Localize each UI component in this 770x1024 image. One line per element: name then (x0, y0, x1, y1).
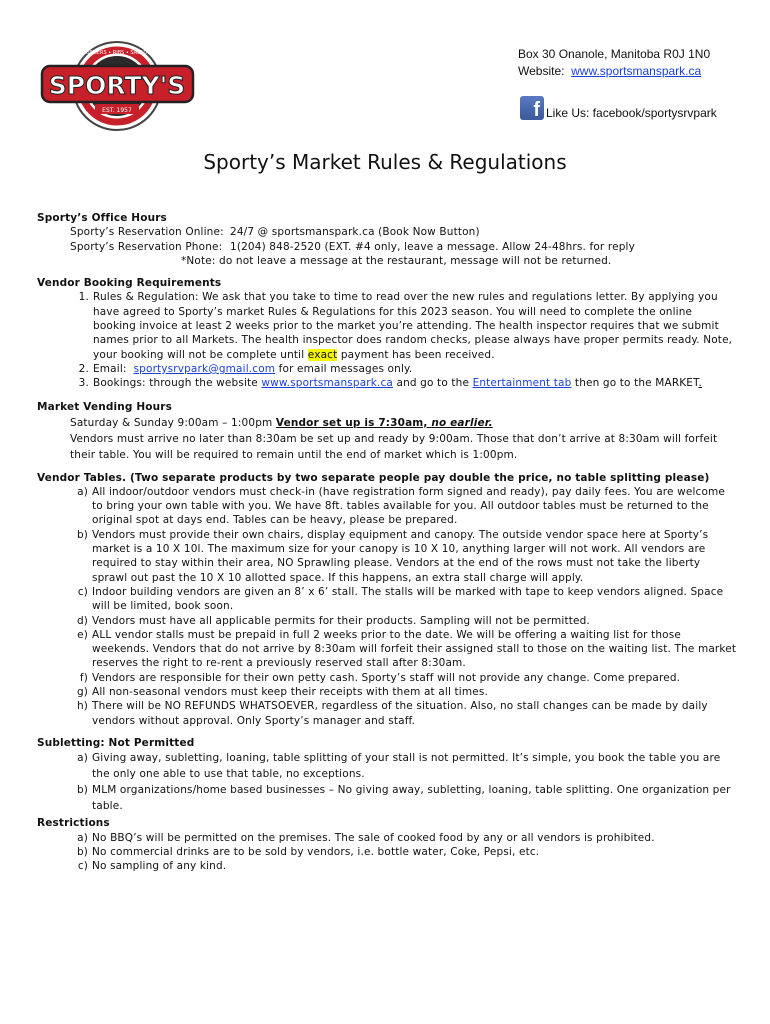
phone-row (37, 240, 737, 254)
website-line (518, 63, 710, 80)
list-item (37, 845, 737, 859)
item-text: No commercial drinks are to be sold by vendors, i.e. bottle water, Coke, Pepsi, etc. (92, 845, 540, 858)
item-number: 3. (78, 377, 89, 390)
section-heading: Subletting: Not Permitted (37, 736, 195, 749)
list-item (37, 290, 737, 361)
section-office-hours (37, 211, 737, 268)
item-text: Giving away, subletting, loaning, table splitting of your stall is not permitted. It’s simple, you book the table you are the only one able to use that table, no exceptions. (92, 752, 721, 781)
item-letter: b) (76, 845, 88, 858)
list-item (37, 750, 737, 782)
vending-line-1: Saturday & Sunday 9:00am – 1:00pm Vendor set up is 7:30am, no earlier. (70, 416, 493, 429)
list-item (37, 376, 737, 390)
section-vending-hours (37, 399, 737, 463)
item-text: There will be NO REFUNDS WHATSOEVER, regardless of the situation. Also, no stall changes can be made by daily vendors without approval. Only Sporty’s manager and staff. (92, 700, 708, 727)
website-link-inline[interactable]: www.sportsmanspark.ca (261, 377, 393, 390)
entertainment-tab-link[interactable]: Entertainment tab (472, 377, 572, 390)
item-text: Indoor building vendors are given an 8’ x 6’ stall. The stalls will be marked with tape to keep vendors aligned. Space will be limited, book soon. (92, 585, 724, 613)
item-number: 1. (78, 291, 89, 304)
item-letter: f) (79, 671, 88, 684)
item-text: Vendors must provide their own chairs, display equipment and canopy. The outside vendor space here at Sporty’s market is a 10 X 10l. The maximum size for your canopy is 10 X 10, anything larger will not work. All vendors are required to stay within their area, NO Sprawling please. Vendors at the end of the rows must not take the liberty sprawl out past the 10 X 10 allotted space. If this happens, an extra stall charge will apply. (92, 528, 709, 584)
list-item (37, 485, 737, 528)
subletting-list (37, 750, 737, 814)
item-letter: g) (76, 686, 88, 699)
vending-line-2: Vendors must arrive no later than 8:30am be set up and ready by 9:00am. Those that don’t arrive at 8:30am will forfeit their table. You will be required to remain until the end of market which is 1:00pm. (70, 432, 718, 461)
item-text: Rules & Regulation: We ask that you take to time to read over the new rules and regulations letter. By applying you have agreed to Sporty’s market Rules & Regulations for this 2023 season. You will need to complete the online booking invoice at least 2 weeks prior to the market you’re attending. The health inspector requires that we submit names prior to all Markets. The health inspector does random checks, please always have proper permits ready. Note, your booking will not be complete until exact payment has been received. (93, 291, 733, 361)
item-letter: a) (77, 831, 88, 844)
online-value: 24/7 @ sportsmanspark.ca (Book Now Button) (230, 226, 480, 239)
item-text: Bookings: through the website www.sportsmanspark.ca and go to the Entertainment tab then go to the MARKET. (93, 377, 702, 390)
address-line: Box 30 Onanole, Manitoba R0J 1N0 (518, 47, 711, 61)
page-title: Sporty’s Market Rules & Regulations (203, 150, 567, 174)
item-letter: b) (76, 784, 88, 797)
section-heading: Vendor Tables. (Two separate products by two separate people pay double the price, no table splitting please) (37, 471, 710, 484)
tables-list (37, 485, 737, 728)
item-letter: a) (77, 752, 88, 765)
item-letter: b) (76, 528, 88, 541)
section-heading: Market Vending Hours (37, 400, 173, 413)
item-text: All non-seasonal vendors must keep their receipts with them at all times. (92, 686, 488, 699)
svg-text:EST. 1957: EST. 1957 (102, 107, 132, 114)
restrictions-list (37, 831, 737, 874)
section-heading: Sporty’s Office Hours (37, 212, 167, 224)
svg-text:PIZZA • BURGERS • RIBS • SALAD: PIZZA • BURGERS • RIBS • SALADS & MORE (61, 50, 173, 56)
facebook-line (520, 96, 717, 120)
sportys-logo (40, 36, 195, 136)
item-letter: h) (76, 700, 88, 713)
item-text: No sampling of any kind. (92, 860, 227, 873)
highlight-exact: exact (307, 348, 338, 361)
facebook-text: Like Us: facebook/sportysrvpark (546, 106, 717, 120)
section-subletting (37, 736, 737, 814)
phone-label: Sporty’s Reservation Phone: (70, 240, 223, 253)
list-item (37, 614, 737, 628)
section-heading: Restrictions (37, 817, 110, 830)
online-row (37, 225, 737, 239)
section-vendor-tables (37, 471, 737, 728)
item-number: 2. (78, 362, 89, 375)
office-note: *Note: do not leave a message at the restaurant, message will not be returned. (181, 254, 612, 267)
item-text: No BBQ’s will be permitted on the premises. The sale of cooked food by any or all vendors is prohibited. (92, 831, 655, 844)
section-restrictions (37, 816, 737, 873)
item-text: Email: sportysrvpark@gmail.com for email messages only. (93, 362, 413, 375)
list-item (37, 782, 737, 814)
document-body (37, 211, 737, 873)
section-heading: Vendor Booking Requirements (37, 277, 222, 290)
item-text: Vendors are responsible for their own petty cash. Sporty’s staff will not provide any change. Come prepared. (92, 671, 681, 684)
contact-info (518, 46, 710, 80)
item-letter: e) (77, 628, 88, 641)
booking-list (37, 290, 737, 390)
facebook-icon[interactable]: f (520, 96, 544, 120)
svg-text:SPORTY'S: SPORTY'S (48, 71, 186, 100)
email-link[interactable]: sportysrvpark@gmail.com (133, 362, 276, 375)
list-item (37, 685, 737, 699)
item-text: MLM organizations/home based businesses – No giving away, subletting, loaning, table splitting. One organization per table. (92, 784, 731, 813)
list-item (37, 831, 737, 845)
list-item (37, 859, 737, 873)
item-letter: c) (77, 585, 88, 598)
phone-value: 1(204) 848-2520 (EXT. #4 only, leave a message. Allow 24-48hrs. for reply (230, 240, 635, 253)
item-text: ALL vendor stalls must be prepaid in full 2 weeks prior to the date. We will be offering a waiting list for those weekends. Vendors that do not arrive by 8:30am will forfeit their assigned stall to those on the waiting list. The market reserves the right to re-rent a previously reserved stall after 8:30am. (92, 628, 737, 670)
section-booking (37, 276, 737, 390)
item-text: Vendors must have all applicable permits for their products. Sampling will not be permitted. (92, 614, 590, 627)
website-link[interactable]: www.sportsmanspark.ca (571, 64, 702, 78)
item-letter: c) (77, 860, 88, 873)
list-item (37, 528, 737, 585)
list-item (37, 362, 737, 376)
item-letter: a) (77, 485, 88, 498)
website-label: Website: (518, 64, 565, 78)
list-item (37, 671, 737, 685)
item-text: All indoor/outdoor vendors must check-in (have registration form signed and ready), pay daily fees. You are welcome to bring your own table with you. We have 8ft. tables available for you. All outdoor tables must be returned to the original spot at days end. Tables can be heavy, please be prepared. (92, 485, 726, 527)
item-letter: d) (76, 614, 88, 627)
online-label: Sporty’s Reservation Online: (70, 226, 224, 239)
list-item (37, 585, 737, 614)
list-item (37, 628, 737, 671)
list-item (37, 699, 737, 728)
